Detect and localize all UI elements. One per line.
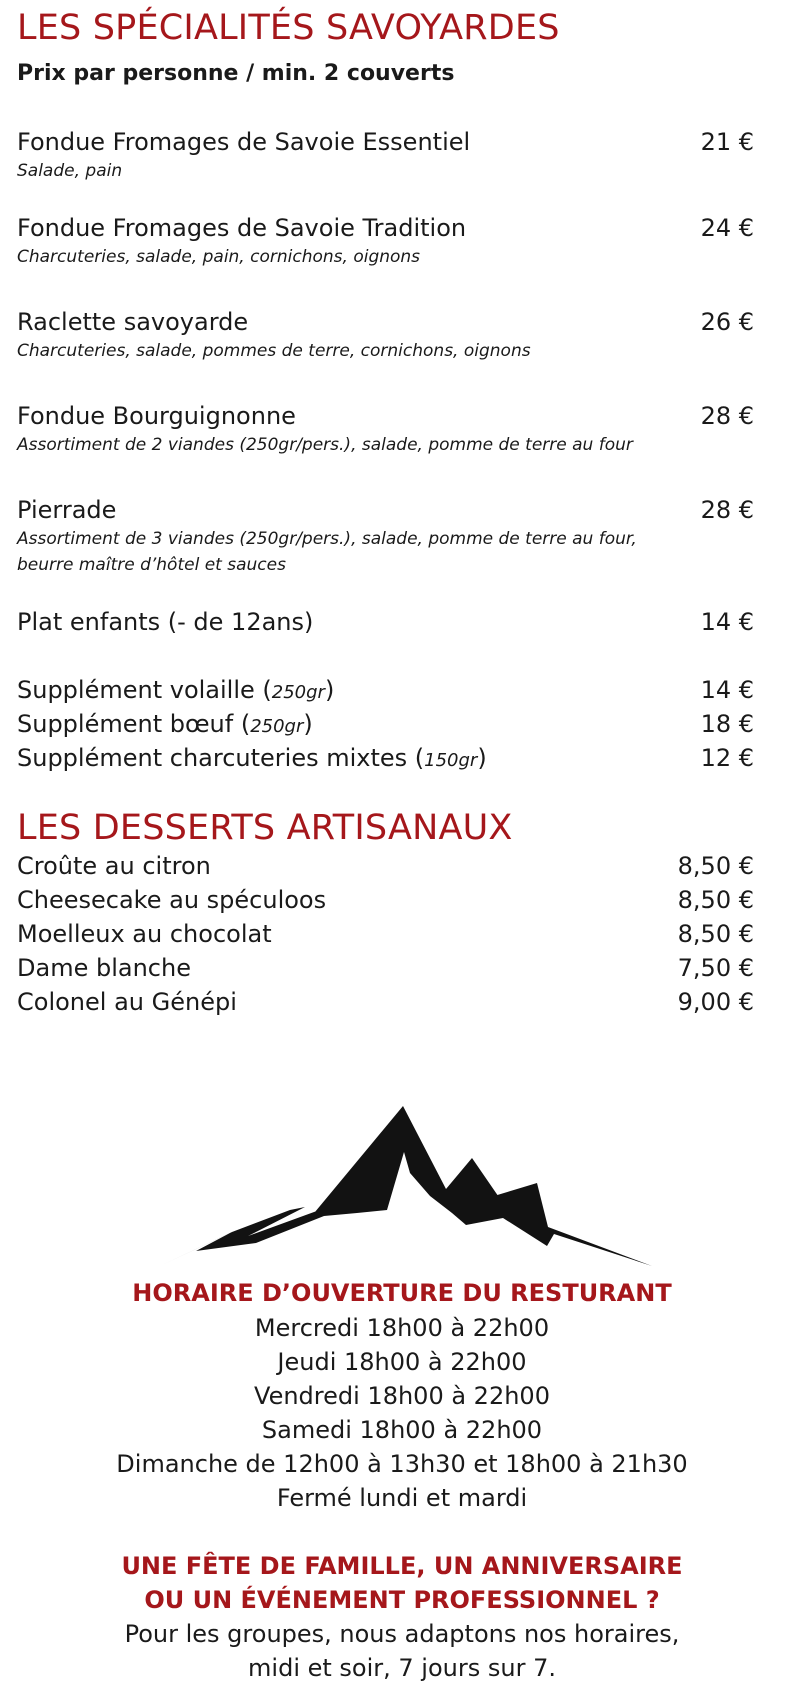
supplement-item: [17, 709, 313, 742]
evenement-title-1: UNE FÊTE DE FAMILLE, UN ANNIVERSAIRE: [121, 1552, 683, 1580]
menu-item-description: Assortiment de 3 viandes (250gr/pers.), salade, pomme de terre au four,: [17, 529, 637, 549]
menu-item-description: Charcuteries, salade, pain, cornichons, oignons: [17, 247, 421, 267]
menu-item-price: 21 €: [700, 128, 754, 156]
menu-item-price: 26 €: [700, 308, 754, 336]
menu-item-price: 28 €: [700, 496, 754, 524]
menu-item-description: Assortiment de 2 viandes (250gr/pers.), salade, pomme de terre au four: [17, 435, 633, 455]
dessert-name: Moelleux au chocolat: [17, 920, 272, 948]
menu-item-name: Fondue Fromages de Savoie Tradition: [17, 214, 467, 242]
dessert-price: 8,50 €: [677, 852, 754, 880]
supplement-qty: 150gr: [424, 750, 478, 771]
menu-item-price: 28 €: [700, 402, 754, 430]
dessert-price: 9,00 €: [677, 988, 754, 1016]
supplement-paren: ): [303, 710, 313, 738]
horaires-title: HORAIRE D’OUVERTURE DU RESTURANT: [132, 1279, 672, 1307]
dessert-name: Cheesecake au spéculoos: [17, 886, 327, 914]
supplement-name: Supplément volaille (: [17, 676, 272, 704]
evenement-line: Pour les groupes, nous adaptons nos horaires,: [124, 1620, 680, 1648]
menu-item-description-cont: beurre maître d’hôtel et sauces: [17, 555, 286, 575]
menu-item-description: Charcuteries, salade, pommes de terre, cornichons, oignons: [17, 341, 531, 361]
supplement-price: 14 €: [700, 676, 754, 704]
menu-item-price: 14 €: [700, 608, 754, 636]
supplement-qty: 250gr: [250, 716, 304, 737]
dessert-price: 8,50 €: [677, 920, 754, 948]
supplement-name: Supplément charcuteries mixtes (: [17, 744, 425, 772]
dessert-name: Dame blanche: [17, 954, 191, 982]
supplement-price: 12 €: [700, 744, 754, 772]
dessert-price: 7,50 €: [677, 954, 754, 982]
evenement-line: midi et soir, 7 jours sur 7.: [248, 1654, 556, 1682]
horaire-line: Vendredi 18h00 à 22h00: [254, 1382, 550, 1410]
menu-item-description: Salade, pain: [17, 161, 123, 181]
evenement-title-2: OU UN ÉVÉNEMENT PROFESSIONNEL ?: [144, 1586, 660, 1614]
horaire-line: Jeudi 18h00 à 22h00: [277, 1348, 527, 1376]
dessert-name: Croûte au citron: [17, 852, 211, 880]
desserts-title: LES DESSERTS ARTISANAUX: [17, 808, 513, 848]
supplement-paren: ): [324, 676, 335, 704]
dessert-name: Colonel au Génépi: [17, 988, 237, 1016]
horaire-line: Fermé lundi et mardi: [276, 1484, 528, 1512]
dessert-price: 8,50 €: [677, 886, 754, 914]
supplement-name: Supplément bœuf (: [17, 710, 251, 738]
supplement-paren: ): [477, 744, 487, 772]
menu-item-name: Fondue Fromages de Savoie Essentiel: [17, 128, 471, 156]
specialites-subtitle: Prix par personne / min. 2 couverts: [17, 61, 455, 86]
supplement-item: [17, 743, 487, 776]
supplement-qty: 250gr: [271, 682, 325, 703]
supplement-item: [17, 675, 334, 708]
specialites-title: LES SPÉCIALITÉS SAVOYARDES: [17, 8, 560, 48]
supplement-price: 18 €: [700, 710, 754, 738]
menu-item-name: Pierrade: [17, 496, 117, 524]
horaire-line: Dimanche de 12h00 à 13h30 et 18h00 à 21h30: [116, 1450, 688, 1478]
horaire-line: Samedi 18h00 à 22h00: [261, 1416, 543, 1444]
menu-item-name: Fondue Bourguignonne: [17, 402, 296, 430]
menu-item-name: Raclette savoyarde: [17, 308, 249, 336]
horaire-line: Mercredi 18h00 à 22h00: [254, 1314, 550, 1342]
menu-item-price: 24 €: [700, 214, 754, 242]
menu-item-name: Plat enfants (- de 12ans): [17, 608, 314, 636]
mountain-icon: [0, 1090, 804, 1280]
